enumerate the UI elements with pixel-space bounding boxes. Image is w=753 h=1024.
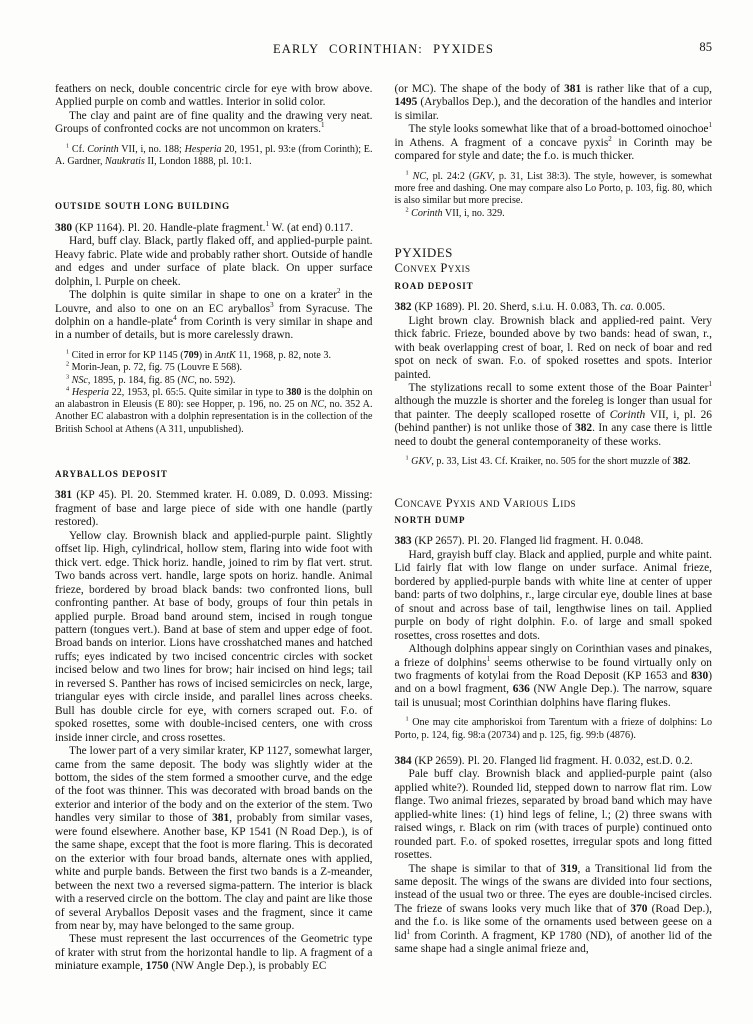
footnote-ref: 3 — [270, 300, 274, 309]
footnote: $^2$ Corinth VII, i, no. 329. — [405, 206, 505, 219]
page-title: EARLY CORINTHIAN: PYXIDES — [272, 42, 495, 56]
deposit-heading: ARYBALLOS DEPOSIT — [55, 469, 168, 480]
footnote-ref: 2 — [337, 287, 341, 296]
bold-text: 381 — [55, 489, 73, 502]
footnote-ref: 2 — [608, 135, 612, 144]
text-columns — [55, 83, 712, 974]
bold-text: 1750 — [145, 960, 169, 973]
footnote-ref: 2 — [66, 360, 70, 368]
footnote-ref: 4 — [173, 314, 177, 323]
italic-text: NSc — [71, 374, 88, 386]
italic-text: Naukratis — [105, 156, 145, 168]
paragraph: feathers on neck, double concentric circle for eye with brow above. Applied purple on comb and wattles. Interior in solid color. — [55, 83, 373, 109]
paragraph: These must represent the last occurrences of the Geometric type of krater with strut from the horizontal handle to lip. A fragment of a miniature example, 1750 (NW Angle Dep.), is probably EC — [55, 933, 373, 973]
paragraph: The shape is similar to that of 319, a Transitional lid from the same deposit. The wings of the swans are divided into four sections, instead of the usual two or three. The eyes are double-incised circles. The frieze of swans looks very much like that of 370 (Road Dep.), and the f.o. is like some of the ornaments used between geese on a lid$^1$ from Corinth. A fragment, KP 1780 (ND), of another lid of the same shape had a single animal frieze and, — [394, 862, 712, 956]
major-heading: PYXIDES — [394, 244, 453, 260]
bold-text: 384 — [394, 754, 412, 767]
bold-text: 381 — [564, 83, 582, 95]
paragraph: The lower part of a very similar krater, KP 1127, somewhat larger, came from the same deposit. The body was slightly wider at the bottom, the sides of the stem formed a smoother curve, and the edge of the foot was thinner. This was decorated with broad bands on the exterior and interior of the body and on the exterior of the stem. Two handles very similar to those of 381, probably from similar vases, were found elsewhere. Another base, KP 1541 (N Road Dep.), is of the same shape, except that the foot is more flaring. This is decorated on the exterior with four broad bands, alternate ones with applied, white and purple bands. Between the first two bands is a Z-meander, between the next two a reversed sigma-pattern. The interior is black with a reserved circle on the bottom. The clay and paint are like those of several Aryballos Deposit vases and the fragment, since it came from near by, may have belonged to the same group. — [55, 745, 373, 932]
footnote-ref: 2 — [405, 206, 409, 214]
paragraph: Light brown clay. Brownish black and applied-red paint. Very thick fabric. Frieze, bounded above by two bands: head of swan, r., with beak overlapping crest of boar, l. Red on neck of boar and red spot on neck of swan. F.o. of spoked rosettes and spots. Interior painted. — [394, 314, 712, 381]
footnote: $^4$ Hesperia 22, 1953, pl. 65:5. Quite similar in type to 380 is the dolphin on an alabastron in Eleusis (E 80): see Hopper, p. 196, no. 25 on NC, no. 352 A. Another EC alabastron with a dolphin representation is in the collection of the British School at Athens (A 311, unpublished). — [55, 385, 373, 435]
italic-text: Corinth — [87, 143, 119, 155]
footnote-ref: 1 — [486, 654, 491, 663]
footnote-ref: 1 — [66, 142, 70, 150]
paragraph: Yellow clay. Brownish black and applied-purple paint. Slightly offset lip. High, cylindrical, hollow stem, flaring into wide foot with thick vert. edge. Thick horiz. handle, joined to rim by flat vert. strut. Two bands across vert. handle, large spots on horiz. handle. Animal frieze, bordered by broad black bands: two confronted lions, bull confronting panther. At base of body, groups of four thin petals in applied purple. Broad band around stem, incised in rough tongue pattern (tongues vert.). Band at base of stem and upper edge of foot. Broad bands on interior. Lions have crosshatched manes and hatched ruffs; eyes indicated by two incised concentric circles with socket incised below and two lines for brow; hair incised on hind legs; tail in reversed S. Panther has rows of incised semicircles on neck, large, triangular eyes with circle inside, and parallel lines across cheeks. Bull has double circle for eye, with corners scraped out. F.o. of spoked rosettes, some with double-incised centers, one with cross inside inner circle, and cross rosettes. — [55, 529, 373, 744]
italic-text: NC — [310, 399, 325, 411]
footnote-ref: 1 — [405, 169, 409, 177]
footnote-ref: 1 — [708, 380, 712, 389]
paragraph: The dolphin is quite similar in shape to one on a krater$^2$ in the Louvre, and also to one on an EC aryballos$^3$ from Syracuse. The dolphin on a handle-plate$^4$ from Corinth is very similar in shape and in a number of details, but is more carelessly drawn. — [55, 287, 373, 342]
bold-text: 382 — [575, 422, 593, 435]
right-column — [395, 83, 713, 974]
footnote-ref: 1 — [405, 715, 409, 723]
footnote: $^3$ NSc, 1895, p. 184, fig. 85 (NC, no. 592). — [66, 373, 236, 386]
footnote: $^1$ GKV, p. 33, List 43. Cf. Kraiker, no. 505 for the short muzzle of 382. — [405, 454, 691, 468]
italic-text: GKV — [472, 170, 493, 182]
page-number: 85 — [699, 40, 712, 54]
bold-text: 709 — [183, 349, 199, 361]
italic-text: ca. — [620, 301, 634, 314]
paragraph: Although dolphins appear singly on Corinthian vases and pinakes, a frieze of dolphins$^1$ seems otherwise to be found virtually only on two fragments of kotylai from the Road Deposit (KP 1653 and 830) and on a bowl fragment, 636 (NW Angle Dep.). The narrow, square tail is unusual; most Corinthian dolphins have flaring flukes. — [394, 643, 713, 709]
bold-text: 1495 — [394, 96, 418, 109]
bold-text: 830 — [691, 669, 709, 682]
bold-text: 382 — [394, 301, 412, 314]
footnote: $^2$ Morin-Jean, p. 72, fig. 75 (Louvre E 568). — [66, 360, 243, 374]
italic-text: Hesperia — [71, 386, 109, 398]
paragraph: The stylizations recall to some extent those of the Boar Painter$^1$ although the muzzle is shorter and the foreleg is longer than usual for that painter. The deeply scalloped rosette of Corinth VII, i, pl. 26 (behind panther) is not unlike those of 382. In any case there is little need to doubt the general contemporaneity of these works. — [394, 380, 712, 448]
deposit-heading: OUTSIDE SOUTH LONG BUILDING — [55, 201, 231, 212]
bold-text: 319 — [560, 862, 578, 875]
italic-text: AntK — [215, 349, 236, 361]
subsection-heading: Convex Pyxis — [394, 261, 471, 276]
footnote-ref: 1 — [321, 121, 325, 130]
italic-text: NC — [412, 170, 427, 182]
bold-text: 380 — [55, 221, 73, 234]
catalog-entry: 384 (KP 2659). Pl. 20. Flanged lid fragment. H. 0.032, est.D. 0.2. — [394, 754, 693, 767]
footnote: $^1$ NC, pl. 24:2 (GKV, p. 31, List 38:3). The style, however, is somewhat more free and dashing. One may compare also Lo Porto, p. 103, fig. 80, which is also similar but more precise. — [394, 169, 712, 207]
deposit-heading: NORTH DUMP — [394, 515, 466, 525]
footnote-ref: 4 — [66, 385, 70, 393]
catalog-entry: 381 (KP 45). Pl. 20. Stemmed krater. H. 0.089, D. 0.093. Missing: fragment of base and large piece of side with one handle (partly restored). — [55, 489, 373, 529]
paragraph: Pale buff clay. Brownish black and applied-purple paint (also applied white?). Rounded lid, stepped down to narrow flat rim. Low flange. Two animal friezes, separated by broad band which may have applied-white lines: (1) hind legs of feline, l.; (2) three swans with raised wings, r. Black on rim (with traces of purple) continued onto rounded part. F.o. of spoked rosettes, irregular spots and long fitted rosettes. — [394, 768, 712, 862]
bold-text: 382 — [672, 456, 688, 468]
subsection-heading: Concave Pyxis and Various Lids — [394, 495, 576, 510]
paragraph: Hard, buff clay. Black, partly flaked off, and applied-purple paint. Heavy fabric. Plate wide and probably rather short. Outside of handle and edges and under surface of plate black. On upper surface dolphin, l. Purple on cheek. — [55, 235, 373, 288]
footnote: $^1$ One may cite amphoriskoi from Tarentum with a frieze of dolphins: Lo Porto, p. 124, fig. 98:a (20734) and p. 125, fig. 99:b (4876). — [394, 715, 712, 741]
footnote-ref: 1 — [265, 220, 270, 229]
footnote-ref: 3 — [66, 373, 70, 381]
italic-text: Hesperia — [184, 143, 222, 155]
footnote-ref: 1 — [708, 121, 712, 130]
catalog-entry: 382 (KP 1689). Pl. 20. Sherd, s.i.u. H. 0.083, Th. ca. 0.005. — [394, 301, 666, 314]
deposit-heading: ROAD DEPOSIT — [394, 280, 474, 291]
bold-text: 380 — [286, 386, 302, 398]
catalog-entry: 380 (KP 1164). Pl. 20. Handle-plate fragment.$^1$ W. (at end) 0.117. — [55, 220, 354, 234]
paragraph: Hard, grayish buff clay. Black and applied, purple and white paint. Lid fairly flat with low flange on under surface. Animal frieze, bordered by applied-purple bands with white line at center of upper band: parts of two dolphins, r., large circular eye, double lines at base of snout and across base of tail, lengthwise lines on tail. Applied purple on body of right dolphin. F.o. of large and small spoked rosettes, cross rosettes and dots. — [394, 548, 712, 642]
paragraph: The clay and paint are of fine quality and the drawing very neat. Groups of confronted cocks are not uncommon on kraters.$^1$ — [55, 109, 373, 136]
left-column — [55, 83, 373, 974]
footnote: $^1$ Cited in error for KP 1145 (709) in AntK 11, 1968, p. 82, note 3. — [66, 348, 331, 361]
bold-text: 381 — [212, 812, 230, 825]
catalog-entry: 383 (KP 2657). Pl. 20. Flanged lid fragment. H. 0.048. — [394, 535, 644, 548]
footnote-ref: 1 — [406, 928, 411, 937]
italic-text: Corinth — [411, 207, 443, 219]
italic-text: Corinth — [609, 408, 646, 421]
footnote: $^1$ Cf. Corinth VII, i, no. 188; Hesperia 20, 1951, pl. 93:e (from Corinth); E. A. Gardner, Naukratis II, London 1888, pl. 10:1. — [55, 142, 373, 168]
paragraph: The style looks somewhat like that of a broad-bottomed oinochoe$^1$ in Athens. A fragment of a concave pyxis$^2$ in Corinth may be compared for style and date; the f.o. is much thicker. — [394, 121, 712, 163]
italic-text: GKV — [411, 456, 432, 468]
italic-text: NC — [180, 374, 195, 386]
bold-text: 383 — [394, 535, 412, 548]
paragraph: (or MC). The shape of the body of 381 is rather like that of a cup, 1495 (Aryballos Dep.), and the decoration of the handles and interior is similar. — [394, 83, 713, 122]
bold-text: 370 — [630, 902, 648, 915]
footnote-ref: 1 — [66, 348, 70, 356]
bold-text: 636 — [512, 683, 530, 696]
footnote-ref: 1 — [405, 454, 409, 462]
running-head — [55, 40, 712, 57]
